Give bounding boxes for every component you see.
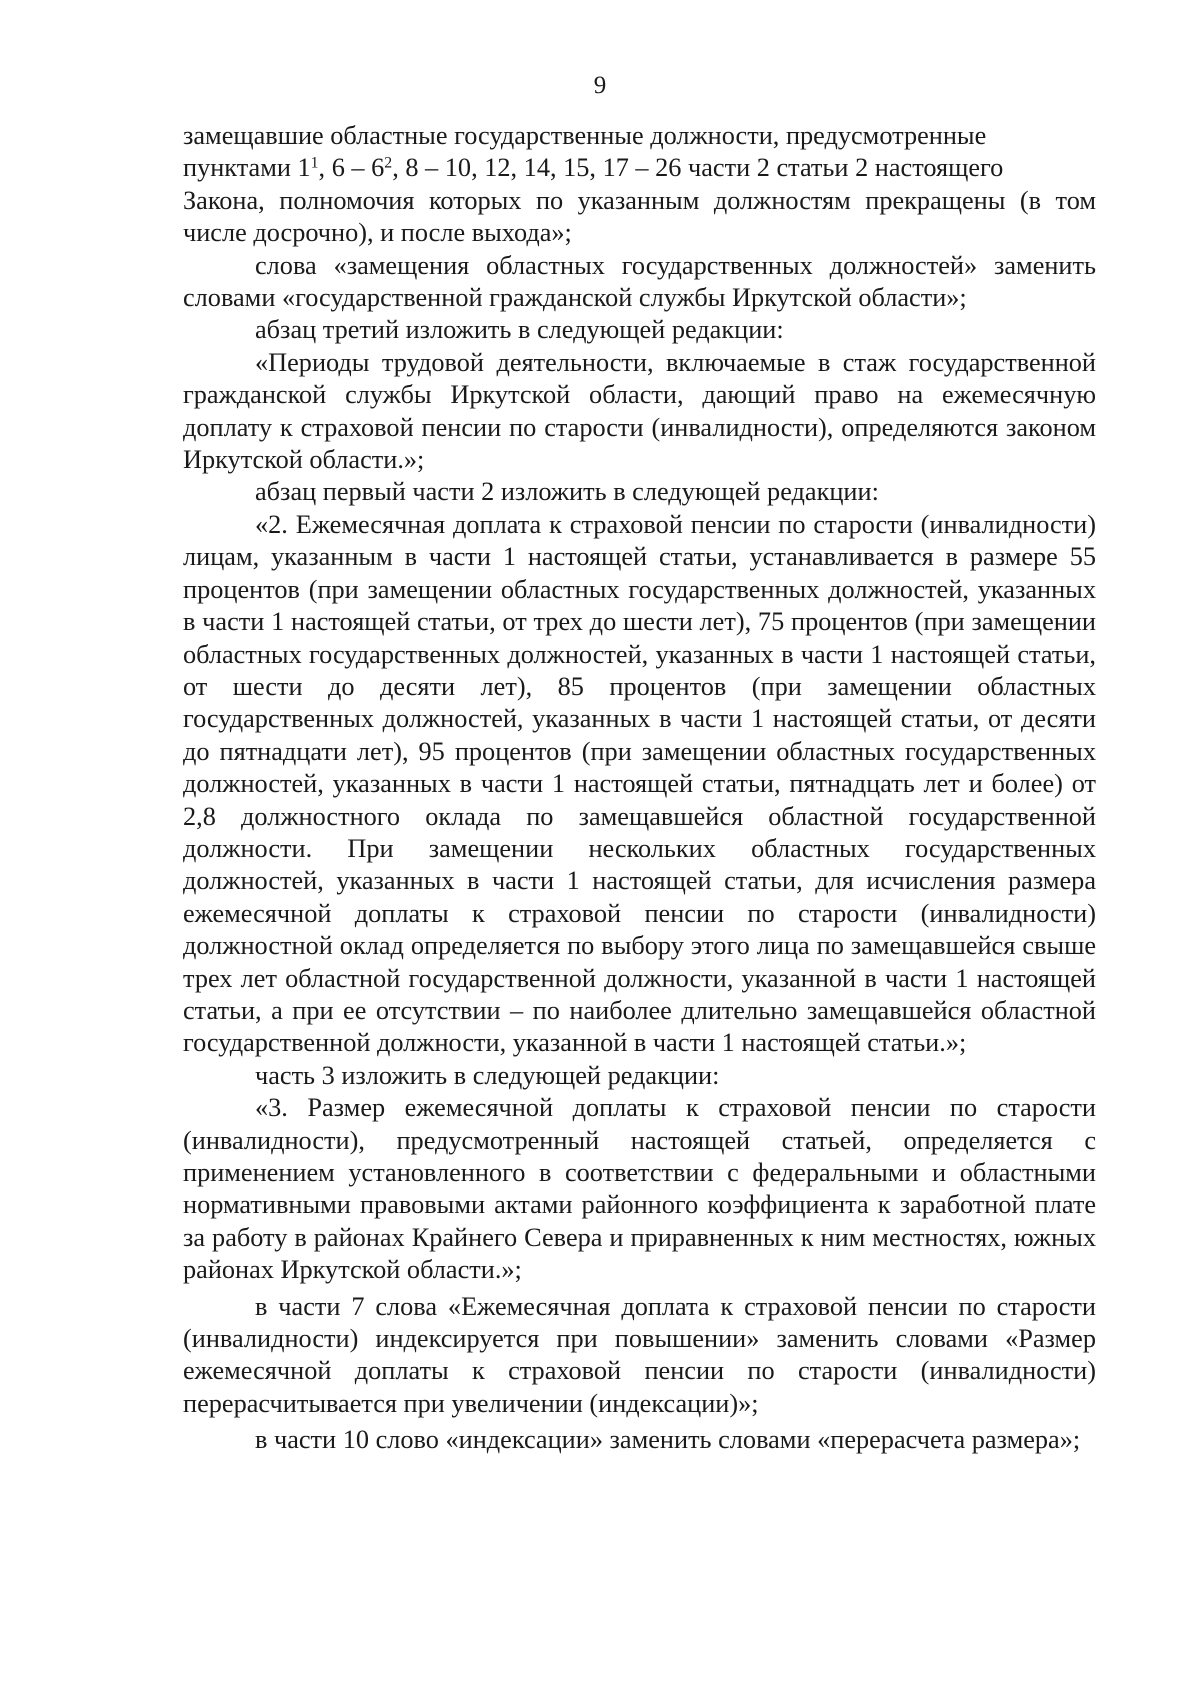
paragraph-quoted-text: «2. Ежемесячная доплата к страховой пенсии по старости (инвалидности) лицам, указанным в части 1 настоящей статьи, устанавливается в размере 55 процентов (при замещении областных государственных должностей, указанных в части 1 настоящей статьи, от трех до шести лет), 75 процентов (при замещении областных государственных должностей, указанных в части 1 настоящей статьи, от шести до десяти лет), 85 процентов (при замещении областных государственных должностей, указанных в части 1 настоящей статьи, от десяти до пятнадцати лет), 95 процентов (при замещении областных государственных должностей, указанных в части 1 настоящей статьи, пятнадцать лет и более) от 2,8 должностного оклада по замещавшейся областной государственной должности. При замещении нескольких областных государственных должностей, указанных в части 1 настоящей статьи, для исчисления размера ежемесячной доплаты к страховой пенсии по старости (инвалидности) должностной оклад определяется по выбору этого лица по замещавшейся свыше трех лет областной государственной должности, указанной в части 1 настоящей статьи, а при ее отсутствии – по наиболее длительно замещавшейся областной государственной должности, указанной в части 1 настоящей статьи.»; [183,509,1096,1058]
paragraph-instruction: абзац первый части 2 изложить в следующей редакции: [255,477,879,507]
paragraph-replace-words: слова «замещения областных государственных должностей» заменить словами «государственной гражданской службы Иркутской области»; [183,250,1096,313]
paragraph-quoted-text: «Периоды трудовой деятельности, включаемые в стаж государственной гражданской службы Иркутской области, дающий право на ежемесячную доплату к страховой пенсии по старости (инвалидности), определяются законом Иркутской области.»; [183,347,1096,475]
paragraph-instruction: часть 3 изложить в следующей редакции: [255,1060,720,1090]
paragraph-instruction: абзац третий изложить в следующей редакции: [255,315,784,345]
superscript: 1 [310,154,319,172]
page-number: 9 [593,72,607,99]
document-body [183,120,1096,1457]
paragraph-quoted-text: «3. Размер ежемесячной доплаты к страховой пенсии по старости (инвалидности), предусмотренный настоящей статьей, определяется с применением установленного в соответствии с федеральными и областными нормативными правовыми актами районного коэффициента к заработной плате за работу в районах Крайнего Севера и приравненных к ним местностях, южных районах Иркутской области.»; [183,1093,1096,1285]
paragraph-replace-words: в части 10 слово «индексации» заменить словами «перерасчета размера»; [255,1425,1081,1455]
superscript: 2 [384,154,393,172]
paragraph-text: замещавшие областные государственные должности, предусмотренные [183,121,987,150]
paragraph-continued-list: замещавшие областные государственные должности, предусмотренные пунктами $1^1$, $6 - 6^2$, 8 – 10, 12, 14, 15, 17 – 26 части 2 статьи 2 настоящего Закона, полномочия которых по указанным должностям прекращены (в том числе досрочно), и после выхода»; [183,121,1096,248]
paragraph-replace-words: в части 7 слова «Ежемесячная доплата к страховой пенсии по старости (инвалидности) индексируется при повышении» заменить словами «Размер ежемесячной доплаты к страховой пенсии по старости (инвалидности) перерасчитывается при увеличении (индексации)»; [183,1291,1096,1418]
